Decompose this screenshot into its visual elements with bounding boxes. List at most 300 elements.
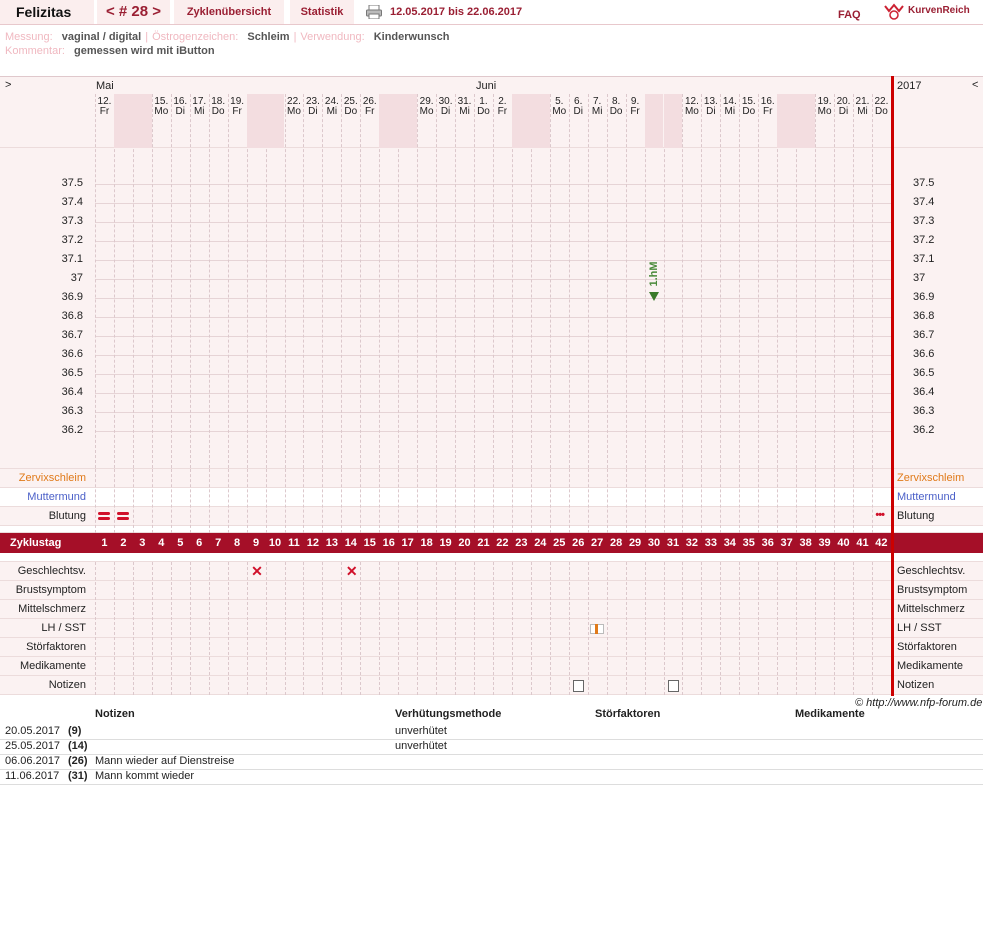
info-line-2 [5, 44, 215, 58]
day-gridline [834, 94, 836, 468]
day-gridline [455, 94, 457, 468]
day-date: 18. [211, 96, 226, 107]
faq-link[interactable]: FAQ [838, 9, 861, 21]
day-header[interactable] [228, 97, 247, 117]
day-weekday: Mi [591, 106, 603, 117]
day-gridline [853, 469, 855, 533]
day-date: 26. [362, 96, 377, 107]
note-cycle-day: (26) [68, 755, 88, 767]
cycle-day-number: 37 [780, 537, 793, 549]
day-header[interactable] [626, 97, 645, 117]
printer-icon[interactable] [366, 5, 382, 19]
day-gridline [360, 94, 362, 468]
day-weekday: Di [440, 106, 451, 117]
day-header[interactable] [607, 97, 626, 117]
oestrogen-value: Schleim [247, 31, 290, 43]
day-date: 1. [479, 96, 488, 107]
notes-header-stoerfaktoren: Störfaktoren [595, 708, 661, 720]
intercourse-icon[interactable]: ✕ [251, 563, 263, 579]
note-cycle-day: (14) [68, 740, 88, 752]
month-june: Juni [476, 80, 497, 92]
cycle-day-number: 39 [818, 537, 831, 549]
temp-label-right: 36.8 [913, 310, 935, 322]
day-header[interactable] [834, 97, 853, 117]
notes-row [0, 754, 983, 770]
day-date: 7. [592, 96, 602, 107]
cycle-day-number: 40 [837, 537, 850, 549]
day-gridline [190, 94, 192, 468]
day-gridline [550, 94, 552, 468]
cycle-day-number: 34 [723, 537, 736, 549]
bleeding-icon[interactable] [117, 517, 129, 520]
day-weekday: Mi [857, 106, 868, 117]
day-gridline [834, 562, 836, 695]
cycle-day-number: 2 [120, 537, 127, 549]
row-label-right: Zervixschleim [897, 472, 965, 484]
row-label-right: Medikamente [897, 660, 964, 672]
cycle-day-number: 30 [647, 537, 661, 549]
temp-label-right: 36.7 [913, 329, 935, 341]
day-gridline [171, 469, 173, 533]
day-gridline [588, 469, 590, 533]
row-label-left: Notizen [48, 679, 86, 691]
day-gridline [550, 469, 552, 533]
bleeding-icon[interactable] [98, 517, 110, 520]
day-gridline [285, 94, 287, 468]
cycle-day-number: 28 [609, 537, 623, 549]
cycle-day-number: 32 [685, 537, 699, 549]
day-gridline [701, 469, 703, 533]
year-label: 2017 [897, 80, 922, 92]
day-gridline [417, 94, 419, 468]
temp-label-left: 37 [70, 272, 83, 284]
cycle-day-number: 14 [344, 537, 357, 549]
day-weekday: Mo [684, 106, 699, 117]
day-gridline [341, 469, 343, 533]
day-gridline [247, 469, 249, 533]
note-date: 25.05.2017 [5, 740, 61, 752]
day-gridline [209, 94, 211, 468]
day-date: 20. [836, 96, 851, 107]
day-header[interactable] [436, 97, 455, 117]
day-date: 19. [817, 96, 832, 107]
day-gridline [682, 562, 684, 695]
spacer-row [0, 553, 983, 562]
temp-label-left: 36.4 [61, 386, 83, 398]
day-date: 23. [305, 96, 320, 107]
day-weekday: Do [875, 106, 888, 117]
temp-label-right: 37 [913, 272, 926, 284]
day-weekday: Di [573, 106, 583, 117]
day-gridline [474, 469, 476, 533]
day-gridline [664, 94, 666, 468]
bleeding-icon[interactable] [98, 512, 110, 515]
notes-header-notizen: Notizen [95, 708, 135, 720]
cycle-day-label: Zyklustag [10, 537, 62, 549]
logo-text[interactable]: KurvenReich [908, 5, 970, 16]
day-header[interactable] [682, 97, 701, 117]
today-marker-line [891, 76, 894, 696]
day-header[interactable] [569, 97, 588, 117]
temp-label-right: 36.4 [913, 386, 935, 398]
weekend-shade [114, 94, 133, 148]
row-label-left: Muttermund [27, 491, 86, 503]
day-gridline [436, 562, 438, 695]
row-label-left: LH / SST [41, 622, 86, 634]
day-header[interactable] [550, 97, 569, 117]
day-gridline [133, 562, 135, 695]
verwendung-value: Kinderwunsch [373, 31, 450, 43]
nav-prev-cycle[interactable]: > [5, 79, 12, 91]
bleeding-icon[interactable] [117, 512, 129, 515]
day-date: 12. [684, 96, 699, 107]
temp-label-left: 37.4 [61, 196, 83, 208]
row-label-right: Störfaktoren [897, 641, 957, 653]
cycle-day-number: 10 [268, 537, 282, 549]
day-gridline [758, 469, 760, 533]
day-date: 9. [630, 96, 640, 107]
date-range: 12.05.2017 bis 22.06.2017 [390, 6, 523, 18]
day-header[interactable] [303, 97, 322, 117]
day-gridline [417, 562, 419, 695]
notes-row [0, 739, 983, 755]
cycle-day-number: 13 [325, 537, 338, 549]
day-weekday: Mo [419, 106, 434, 117]
kommentar-value: gemessen wird mit iButton [73, 45, 215, 57]
day-gridline [720, 469, 722, 533]
day-gridline [303, 94, 305, 468]
temperature-marker[interactable] [649, 292, 659, 301]
day-weekday: Di [706, 106, 716, 117]
day-gridline [701, 94, 703, 468]
row-label-right: Geschlechtsv. [897, 565, 966, 577]
row-label-right: Muttermund [897, 491, 956, 503]
temp-label-left: 37.2 [61, 234, 83, 246]
cycle-day-number: 26 [572, 537, 585, 549]
day-date: 17. [192, 96, 207, 107]
day-gridline [95, 469, 97, 533]
day-weekday: Mo [552, 106, 567, 117]
copyright[interactable]: © http://www.nfp-forum.de [855, 697, 983, 709]
day-gridline [341, 94, 343, 468]
note-date: 11.06.2017 [5, 770, 60, 782]
day-header[interactable] [474, 97, 493, 117]
day-gridline [493, 562, 495, 695]
temp-label-right: 37.2 [913, 234, 935, 246]
day-gridline [739, 562, 741, 695]
day-header[interactable] [152, 97, 171, 117]
day-date: 31. [457, 96, 472, 107]
measurement-label: 1.hM [648, 261, 661, 287]
weekend-shade [247, 94, 266, 148]
day-gridline [360, 562, 362, 695]
day-gridline [379, 562, 381, 695]
note-icon[interactable] [573, 680, 584, 692]
day-date: 15. [154, 96, 169, 107]
day-gridline [209, 469, 211, 533]
day-gridline [853, 562, 855, 695]
day-date: 21. [855, 96, 870, 107]
day-header[interactable] [209, 97, 228, 117]
row-label-right: Mittelschmerz [897, 603, 965, 615]
temp-label-right: 37.3 [913, 215, 935, 227]
day-date: 8. [611, 96, 621, 107]
cycle-day-number: 36 [761, 537, 774, 549]
cycle-day-number: 23 [515, 537, 528, 549]
day-gridline [114, 469, 116, 533]
day-weekday: Mi [326, 106, 338, 117]
temp-label-left: 36.8 [61, 310, 83, 322]
cycle-day-number: 9 [253, 537, 260, 549]
day-weekday: Mo [287, 106, 301, 117]
day-gridline [796, 469, 798, 533]
day-gridline [436, 469, 438, 533]
day-date: 2. [498, 96, 507, 107]
day-header[interactable] [95, 97, 114, 117]
cycle-navigator[interactable]: < # 28 > [97, 0, 170, 24]
notes-header-medikamente: Medikamente [795, 708, 865, 720]
cycle-day-number: 16 [382, 537, 395, 549]
weekend-shade [398, 94, 417, 148]
day-date: 25. [343, 96, 358, 107]
day-header[interactable] [493, 97, 512, 117]
row-label-right: Notizen [897, 679, 935, 691]
tab-statistics[interactable]: Statistik [290, 0, 354, 24]
day-gridline [322, 469, 324, 533]
intercourse-icon[interactable]: ✕ [345, 563, 358, 579]
cycle-day-number: 21 [477, 537, 490, 549]
day-gridline [588, 562, 590, 695]
day-gridline [379, 94, 381, 468]
row-label-left: Brustsymptom [15, 584, 86, 596]
username: Felizitas [0, 0, 94, 24]
day-header[interactable] [815, 97, 834, 117]
temp-label-left: 36.7 [61, 329, 83, 341]
day-gridline [872, 94, 874, 468]
day-gridline [398, 94, 400, 468]
day-header[interactable] [417, 97, 436, 117]
day-gridline [209, 562, 211, 695]
temp-label-right: 36.6 [913, 348, 935, 360]
day-date: 19. [230, 96, 245, 107]
day-gridline [398, 562, 400, 695]
day-gridline [531, 94, 533, 468]
day-gridline [190, 562, 192, 695]
day-gridline [626, 94, 628, 468]
cycle-day-number: 4 [158, 537, 165, 549]
note-icon[interactable] [668, 680, 679, 692]
day-gridline [720, 94, 722, 468]
row-label-left: Blutung [48, 510, 86, 522]
day-gridline [266, 94, 268, 468]
day-gridline [607, 94, 609, 468]
day-weekday: Do [742, 106, 756, 117]
temp-label-right: 36.9 [913, 291, 935, 303]
day-gridline [626, 469, 628, 533]
day-gridline [322, 562, 324, 695]
day-gridline [285, 469, 287, 533]
cycle-day-number: 31 [666, 537, 680, 549]
day-gridline [682, 469, 684, 533]
row-label-left: Zervixschleim [18, 472, 86, 484]
day-date: 6. [574, 96, 583, 107]
cycle-day-number: 3 [139, 537, 146, 549]
day-header[interactable] [853, 97, 872, 117]
day-gridline [266, 469, 268, 533]
cycle-day-number: 22 [496, 537, 509, 549]
day-gridline [739, 469, 741, 533]
day-gridline [796, 94, 798, 468]
day-header[interactable] [739, 97, 758, 117]
day-date: 30. [438, 96, 453, 107]
day-header[interactable] [322, 97, 341, 117]
day-header[interactable] [285, 97, 304, 117]
day-weekday: Mi [724, 106, 736, 117]
cycle-day-number: 27 [591, 537, 604, 549]
temp-label-right: 36.5 [913, 367, 935, 379]
day-header[interactable] [701, 97, 720, 117]
temp-label-left: 36.2 [61, 424, 83, 436]
day-header[interactable] [190, 97, 209, 117]
weekend-shade [796, 94, 815, 148]
day-date: 14. [722, 96, 737, 107]
day-header[interactable] [720, 97, 739, 117]
spotting-icon[interactable]: ••• [875, 509, 884, 521]
day-header[interactable] [455, 97, 474, 117]
day-gridline [228, 562, 230, 695]
day-gridline [379, 469, 381, 533]
day-gridline [171, 562, 173, 695]
day-weekday: Mo [817, 106, 832, 117]
kurvenreich-logo-icon[interactable] [883, 2, 905, 20]
day-gridline [645, 562, 647, 695]
day-header[interactable] [588, 97, 607, 117]
row-label-left: Geschlechtsv. [17, 565, 86, 577]
weekend-shade [379, 94, 398, 148]
day-header[interactable] [341, 97, 360, 117]
info-line-1: Messung: vaginal / digital | Östrogenzeichen: Schleim | Verwendung: Kinderwunsch [5, 31, 450, 43]
day-gridline [114, 562, 116, 695]
day-gridline [777, 469, 779, 533]
day-weekday: Fr [365, 106, 375, 117]
temp-label-left: 36.9 [61, 291, 83, 303]
cycle-chart [0, 76, 983, 696]
day-header[interactable] [872, 97, 891, 117]
cycle-day-number: 25 [553, 537, 566, 549]
day-date: 13. [703, 96, 718, 107]
day-gridline [512, 562, 514, 695]
cycle-day-number: 41 [856, 537, 869, 549]
day-gridline [815, 469, 817, 533]
day-gridline [228, 94, 230, 468]
temp-label-left: 36.6 [61, 348, 83, 360]
cycle-day-bar [0, 533, 983, 553]
cycle-day-number: 7 [215, 537, 222, 549]
day-gridline [322, 94, 324, 468]
day-header[interactable] [758, 97, 777, 117]
temp-label-left: 37.5 [61, 177, 83, 189]
cycle-day-number: 24 [534, 537, 547, 549]
day-gridline [512, 469, 514, 533]
day-weekday: Di [308, 106, 318, 117]
day-gridline [303, 469, 305, 533]
cycle-day-number: 20 [458, 537, 471, 549]
day-gridline [247, 562, 249, 695]
cycle-day-number: 15 [363, 537, 376, 549]
day-date: 5. [555, 96, 564, 107]
weekend-shade [777, 94, 796, 148]
cycle-day-number: 18 [420, 537, 433, 549]
tab-cycle-overview[interactable]: Zyklenübersicht [174, 0, 284, 24]
cycle-day-number: 19 [439, 537, 452, 549]
day-gridline [455, 469, 457, 533]
day-gridline [285, 562, 287, 695]
day-weekday: Do [344, 106, 358, 117]
row-label-right: Blutung [897, 510, 935, 522]
temp-label-left: 36.5 [61, 367, 83, 379]
row-label-right: Brustsymptom [897, 584, 968, 596]
day-gridline [133, 469, 135, 533]
day-weekday: Do [477, 106, 490, 117]
day-gridline [739, 94, 741, 468]
day-gridline [777, 562, 779, 695]
notes-row [0, 769, 983, 785]
day-gridline [474, 94, 476, 468]
day-gridline [152, 94, 154, 468]
day-gridline [152, 469, 154, 533]
day-header[interactable] [360, 97, 379, 117]
temp-label-right: 36.3 [913, 405, 935, 417]
day-weekday: Mi [193, 106, 205, 117]
row-label-left: Medikamente [19, 660, 86, 672]
day-gridline [626, 562, 628, 695]
cycle-day-number: 8 [234, 537, 241, 549]
temp-label-left: 37.3 [61, 215, 83, 227]
day-gridline [569, 94, 571, 468]
day-gridline [682, 94, 684, 468]
day-weekday: Do [211, 106, 225, 117]
day-gridline [853, 94, 855, 468]
cycle-day-number: 1 [101, 537, 108, 549]
day-gridline [493, 469, 495, 533]
day-gridline [512, 94, 514, 468]
cycle-day-number: 35 [742, 537, 755, 549]
note-method: unverhütet [395, 740, 447, 752]
day-header[interactable] [171, 97, 190, 117]
day-gridline [645, 94, 647, 468]
nav-next-cycle[interactable]: < [972, 79, 979, 91]
day-gridline [190, 469, 192, 533]
cycle-day-number: 33 [704, 537, 717, 549]
top-bar [0, 0, 983, 24]
day-date: 12. [97, 96, 112, 107]
day-gridline [664, 469, 666, 533]
day-gridline [493, 94, 495, 468]
day-gridline [474, 562, 476, 695]
note-text: Mann wieder auf Dienstreise [95, 755, 235, 767]
day-gridline [341, 562, 343, 695]
cycle-day-number: 5 [177, 537, 184, 549]
day-gridline [701, 562, 703, 695]
day-gridline [664, 562, 666, 695]
day-gridline [114, 94, 116, 468]
day-date: 16. [173, 96, 188, 107]
day-date: 29. [419, 96, 434, 107]
day-gridline [569, 469, 571, 533]
cycle-day-number: 38 [799, 537, 812, 549]
day-gridline [758, 562, 760, 695]
day-gridline [436, 94, 438, 468]
